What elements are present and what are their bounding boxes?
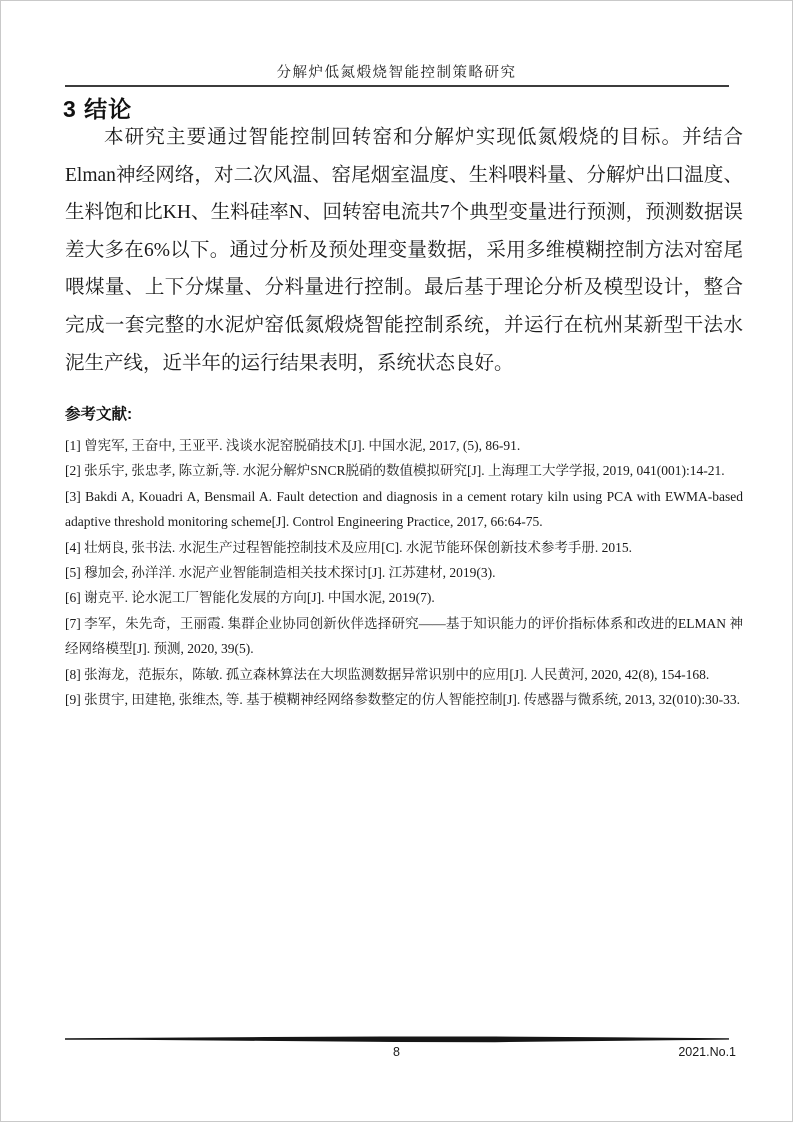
reference-item-5: [5] 穆加会, 孙洋洋. 水泥产业智能制造相关技术探讨[J]. 江苏建材, 2019(3). (65, 565, 496, 581)
references-heading: 参考文献: (65, 406, 133, 423)
reference-item-9: [9] 张贯宇, 田建艳, 张维杰, 等. 基于模糊神经网络参数整定的仿人智能控制[J]. 传感器与微系统, 2013, 32(010):30-33. (65, 692, 740, 708)
issue-label: 2021.No.1 (678, 1045, 736, 1059)
reference-item-1: [1] 曾宪军, 王奋中, 王亚平. 浅谈水泥窑脱硝技术[J]. 中国水泥, 2017, (5), 86-91. (65, 438, 521, 453)
footer-rule (65, 1036, 729, 1043)
reference-item-8: [8] 张海龙，范振东，陈敏. 孤立森林算法在大坝监测数据异常识别中的应用[J]. 人民黄河, 2020, 42(8), 154-168. (65, 666, 710, 682)
reference-item-3: [3] Bakdi A, Kouadri A, Bensmail A. Fault detection and diagnosis in a cement rotary kiln using PCA with EWMA-based adaptive threshold monitoring scheme[J]. Control Engineering Practice, 2017, 66:64-75. (65, 488, 743, 530)
page-number: 8 (393, 1045, 400, 1059)
section-heading: 3 结论 (63, 96, 133, 122)
references-section (65, 402, 743, 712)
reference-item-4: [4] 壮炳良, 张书法. 水泥生产过程智能控制技术及应用[C]. 水泥节能环保创新技术参考手册. 2015. (65, 539, 632, 555)
conclusion-paragraph: 本研究主要通过智能控制回转窑和分解炉实现低氮煅烧的目标。并结合Elman神经网络，对二次风温、窑尾烟室温度、生料喂料量、分解炉出口温度、生料饱和比KH、生料硅率N、回转窑电流共7个典型变量进行预测，预测数据误差大多在6%以下。通过分析及预处理变量数据，采用多维模糊控制方法对窑尾喂煤量、上下分煤量、分料量进行控制。最后基于理论分析及模型设计，整合完成一套完整的水泥炉窑低氮煅烧智能控制系统，并运行在杭州某新型干法水泥生产线，近半年的运行结果表明，系统状态良好。 (65, 127, 743, 374)
reference-item-6: [6] 谢克平. 论水泥工厂智能化发展的方向[J]. 中国水泥, 2019(7). (65, 590, 435, 606)
reference-item-2: [2] 张乐宇, 张忠孝, 陈立新,等. 水泥分解炉SNCR脱硝的数值模拟研究[J]. 上海理工大学学报, 2019, 041(001):14-21. (65, 463, 725, 479)
running-head-title: 分解炉低氮煅烧智能控制策略研究 (276, 65, 517, 81)
header-rule (65, 85, 729, 87)
reference-item-7: [7] 李军，朱先奇，王丽霞. 集群企业协同创新伙伴选择研究——基于知识能力的评价指标体系和改进的ELMAN 神经网络模型[J]. 预测, 2020, 39(5). (65, 615, 743, 657)
